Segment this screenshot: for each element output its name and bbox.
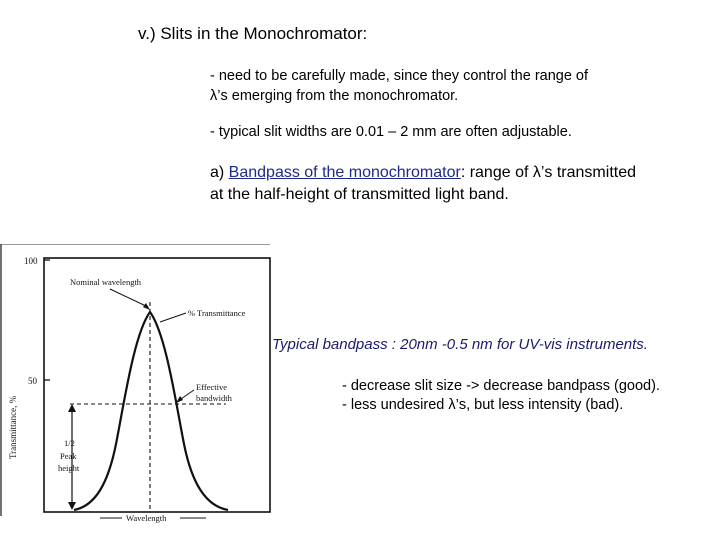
- y-tick-100: 100: [24, 256, 38, 266]
- effective-arrowhead: [176, 396, 183, 403]
- transmittance-leader: [160, 313, 186, 322]
- peak-label: Peak: [60, 451, 77, 461]
- transmittance-curve: [74, 312, 228, 510]
- para-a-rest: : range of λ’s transmitted: [460, 164, 636, 181]
- half-fraction-label: 1/2: [64, 438, 75, 448]
- nominal-leader: [110, 289, 148, 307]
- slide-title: v.) Slits in the Monochromator:: [138, 24, 368, 43]
- bullet1-line1: - need to be carefully made, since they control the range of: [210, 68, 589, 84]
- para-a-prefix: a): [210, 164, 229, 181]
- bullet-slit-widths: - typical slit widths are 0.01 – 2 mm are often adjustable.: [210, 124, 572, 140]
- bullet1-line2: λ’s emerging from the monochromator.: [210, 88, 459, 104]
- sub-bullet-less-intensity: - less undesired λ’s, but less intensity (bad).: [342, 397, 624, 413]
- typical-bandpass: Typical bandpass : 20nm -0.5 nm for UV-vis instruments.: [272, 336, 648, 353]
- x-axis-label: Wavelength: [126, 513, 167, 523]
- plot-frame: [44, 258, 270, 512]
- bandpass-figure: [0, 244, 272, 534]
- y-tick-50: 50: [28, 376, 37, 386]
- percent-transmittance-label: % Transmittance: [188, 308, 246, 318]
- effective-label-line1: Effective: [196, 382, 227, 392]
- bullet-slit-precision: [210, 66, 588, 106]
- height-label: height: [58, 463, 80, 473]
- bandpass-link[interactable]: Bandpass of the monochromator: [228, 164, 461, 181]
- nominal-arrowhead: [143, 303, 150, 310]
- y-axis-label: Transmittance, %: [8, 395, 18, 459]
- effective-label-line2: bandwidth: [196, 393, 232, 403]
- nominal-wavelength-label: Nominal wavelength: [70, 277, 142, 287]
- half-peak-arrow-top: [68, 404, 76, 412]
- bandpass-definition-line2: at the half-height of transmitted light band.: [210, 186, 509, 203]
- bandpass-definition-line1: [210, 162, 636, 184]
- bandpass-definition: [210, 162, 636, 206]
- sub-bullet-decrease-slit: - decrease slit size -> decrease bandpass (good).: [342, 378, 660, 394]
